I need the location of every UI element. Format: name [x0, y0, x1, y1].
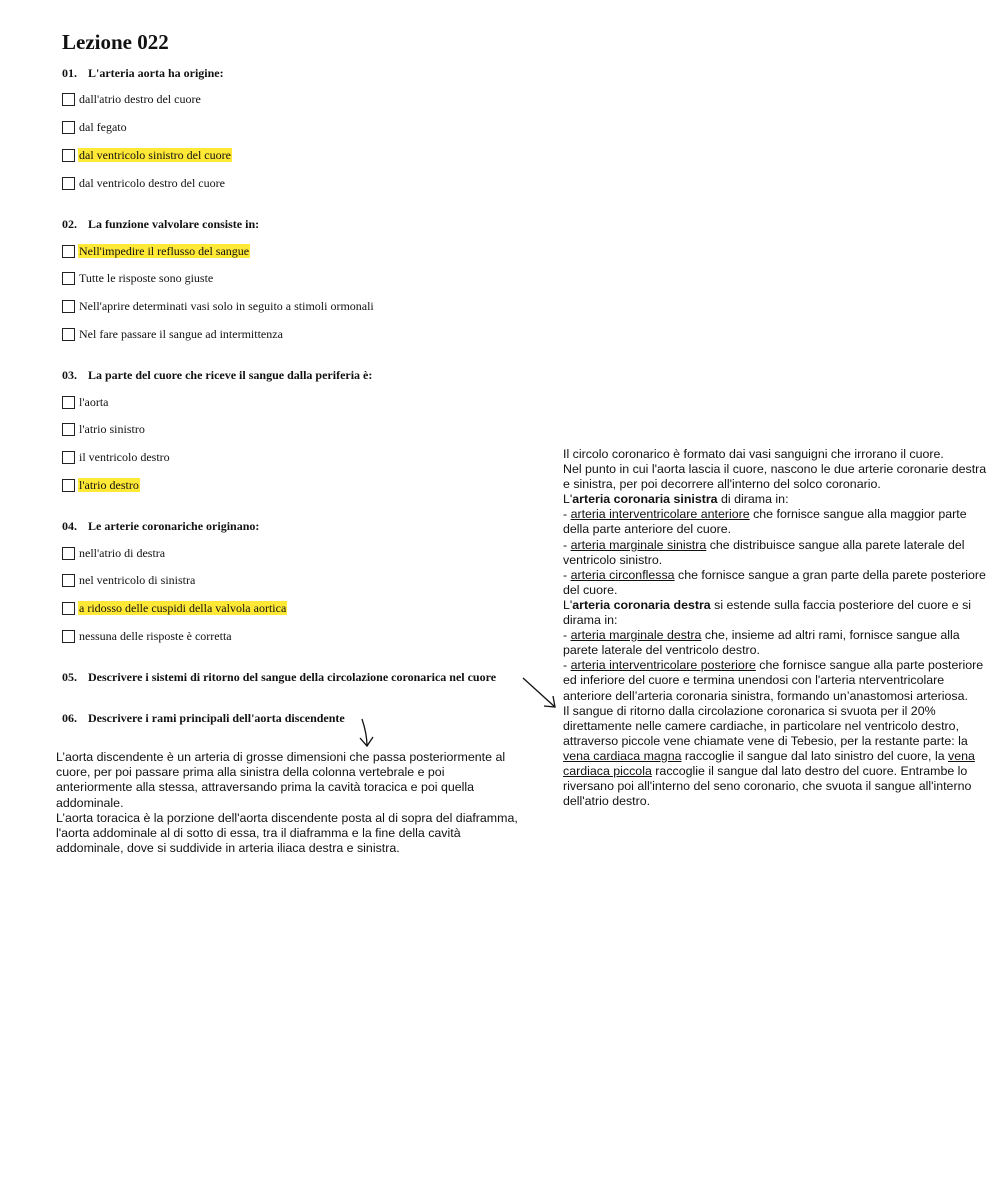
text-fragment: L'	[563, 597, 573, 612]
answer-bullet	[563, 538, 993, 568]
option-label: Nel fare passare il sangue ad intermittenza	[79, 327, 283, 341]
text-fragment: -	[563, 507, 571, 522]
arrow-to-aorta-answer-icon	[354, 716, 380, 750]
option-03-b[interactable]	[62, 421, 146, 437]
checkbox[interactable]	[62, 602, 75, 615]
text-fragment: raccoglie il sangue dal lato destro del cuore. Entrambe lo riversano poi all'interno del seno coronario, che svuota il sangue all'interno dell'atrio destro.	[563, 763, 972, 809]
question-number: 03.	[62, 368, 77, 382]
checkbox[interactable]	[62, 328, 75, 341]
option-01-b[interactable]	[62, 119, 128, 135]
option-label: nell'atrio di destra	[79, 546, 166, 560]
option-label-highlighted: Nell'impedire il reflusso del sangue	[79, 244, 250, 258]
text-fragment: di dirama in:	[717, 492, 789, 507]
option-label: dall'atrio destro del cuore	[79, 92, 201, 106]
option-label: Nell'aprire determinati vasi solo in seguito a stimoli ormonali	[79, 299, 374, 313]
page-title: Lezione 022	[62, 30, 169, 54]
question-number: 01.	[62, 66, 77, 80]
checkbox[interactable]	[62, 272, 75, 285]
option-label: Tutte le risposte sono giuste	[79, 271, 214, 285]
checkbox[interactable]	[62, 396, 75, 409]
option-04-b[interactable]	[62, 572, 196, 588]
option-label: il ventricolo destro	[79, 450, 170, 464]
option-04-c[interactable]	[62, 600, 287, 616]
option-label-highlighted: a ridosso delle cuspidi della valvola aortica	[79, 601, 287, 615]
underlined-term: arteria marginale sinistra	[570, 537, 707, 552]
answer-aorta-discendente	[56, 750, 518, 856]
option-01-d[interactable]	[62, 175, 226, 191]
underlined-term: arteria interventricolare anteriore	[570, 507, 750, 522]
checkbox[interactable]	[62, 245, 75, 258]
question-number: 04.	[62, 519, 77, 533]
question-03	[62, 368, 372, 383]
question-text: Descrivere i rami principali dell'aorta discendente	[88, 711, 345, 725]
option-03-a[interactable]	[62, 394, 109, 410]
option-02-c[interactable]	[62, 298, 375, 314]
underlined-term: vena cardiaca piccola	[563, 748, 975, 778]
answer-bullet	[563, 658, 993, 703]
question-01	[62, 66, 224, 81]
option-label-highlighted: dal ventricolo sinistro del cuore	[79, 148, 231, 162]
checkbox[interactable]	[62, 121, 75, 134]
text-fragment: che fornisce sangue alla maggior parte della parte anteriore del cuore.	[563, 507, 967, 537]
question-text: Descrivere i sistemi di ritorno del sangue della circolazione coronarica nel cuore	[88, 670, 497, 684]
option-label: nel ventricolo di sinistra	[79, 573, 196, 587]
question-06	[62, 711, 345, 726]
answer-bullet	[563, 628, 993, 658]
checkbox[interactable]	[62, 149, 75, 162]
answer-bullet	[563, 568, 993, 598]
text-fragment: -	[563, 567, 571, 582]
answer-paragraph: L’aorta toracica è la porzione dell'aorta discendente posta al di sopra del diaframma, l'aorta addominale al di sotto di essa, tra il diaframma e la fine della cavità addominale, dove si suddivide in arteria iliaca destra e sinistra.	[56, 810, 518, 856]
answer-line	[563, 598, 993, 628]
text-fragment: Il sangue di ritorno dalla circolazione coronarica si svuota per il 20% direttamente nelle camere cardiache, in particolare nel ventricolo destro, attraverso piccole vene chiamate vene di Tebesio, per la restante parte: la	[563, 703, 968, 748]
answer-line	[563, 492, 993, 507]
question-02	[62, 217, 259, 232]
option-label-highlighted: l'atrio destro	[79, 478, 139, 492]
checkbox[interactable]	[62, 479, 75, 492]
question-number: 02.	[62, 217, 77, 231]
option-01-a[interactable]	[62, 91, 202, 107]
option-label: l'atrio sinistro	[79, 422, 145, 436]
question-text: La parte del cuore che riceve il sangue dalla periferia è:	[88, 368, 373, 382]
checkbox[interactable]	[62, 177, 75, 190]
answer-bullet	[563, 507, 993, 537]
option-04-d[interactable]	[62, 628, 233, 644]
question-number: 06.	[62, 711, 77, 725]
option-02-d[interactable]	[62, 326, 284, 342]
text-fragment: si estende sulla faccia posteriore del cuore e si dirama in:	[563, 597, 972, 628]
text-fragment: che fornisce sangue a gran parte della parete posteriore del cuore.	[563, 567, 986, 597]
checkbox[interactable]	[62, 547, 75, 560]
text-fragment: L'	[563, 492, 573, 507]
checkbox[interactable]	[62, 574, 75, 587]
question-05	[62, 670, 496, 685]
checkbox[interactable]	[62, 300, 75, 313]
option-03-c[interactable]	[62, 449, 171, 465]
text-fragment: che distribuisce sangue alla parete laterale del ventricolo sinistro.	[563, 537, 965, 567]
text-fragment: -	[563, 658, 571, 673]
text-fragment: raccoglie il sangue dal lato sinistro del cuore, la	[681, 748, 949, 763]
checkbox[interactable]	[62, 93, 75, 106]
question-text: L'arteria aorta ha origine:	[88, 66, 224, 80]
option-03-d[interactable]	[62, 477, 140, 493]
question-text: Le arterie coronariche originano:	[88, 519, 260, 533]
option-label: dal ventricolo destro del cuore	[79, 176, 225, 190]
bold-term: arteria coronaria destra	[572, 597, 711, 612]
text-fragment: -	[563, 537, 571, 552]
question-number: 05.	[62, 670, 77, 684]
arrow-to-coronary-answer-icon	[518, 672, 562, 714]
answer-circolo-coronarico	[563, 447, 993, 809]
option-04-a[interactable]	[62, 545, 166, 561]
option-label: l'aorta	[79, 395, 109, 409]
answer-paragraph: L’aorta discendente è un arteria di grosse dimensioni che passa posteriormente al cuore, per poi passare prima alla sinistra della colonna vertebrale e poi anteriormente alla stessa, attraversando prima la cavità toracica e poi quella addominale.	[56, 750, 506, 810]
option-label: dal fegato	[79, 120, 127, 134]
option-01-c[interactable]	[62, 147, 232, 163]
answer-line: Il circolo coronarico è formato dai vasi sanguigni che irrorano il cuore.	[563, 447, 944, 461]
underlined-term: arteria circonflessa	[570, 567, 675, 582]
question-text: La funzione valvolare consiste in:	[88, 217, 260, 231]
text-fragment: -	[563, 628, 571, 643]
underlined-term: arteria interventricolare posteriore	[570, 658, 756, 673]
underlined-term: arteria marginale destra	[570, 628, 702, 643]
text-fragment: che, insieme ad altri rami, fornisce sangue alla parete laterale del ventricolo destro.	[563, 628, 960, 658]
underlined-term: vena cardiaca magna	[563, 748, 682, 763]
option-02-b[interactable]	[62, 270, 214, 286]
option-02-a[interactable]	[62, 243, 250, 259]
text-fragment: che fornisce sangue alla parte posteriore ed inferiore del cuore e termina unendosi con l'arteria nterventricolare anteriore dell’arteria coronaria sinistra, formando un’anastomosi arteriosa.	[563, 658, 984, 703]
answer-line	[563, 704, 993, 810]
checkbox[interactable]	[62, 630, 75, 643]
checkbox[interactable]	[62, 451, 75, 464]
checkbox[interactable]	[62, 423, 75, 436]
answer-line: Nel punto in cui l'aorta lascia il cuore, nascono le due arterie coronarie destra e sinistra, per poi decorrere all'interno del solco coronario.	[563, 462, 987, 492]
bold-term: arteria coronaria sinistra	[572, 492, 718, 507]
question-04	[62, 519, 259, 534]
option-label: nessuna delle risposte è corretta	[79, 629, 232, 643]
